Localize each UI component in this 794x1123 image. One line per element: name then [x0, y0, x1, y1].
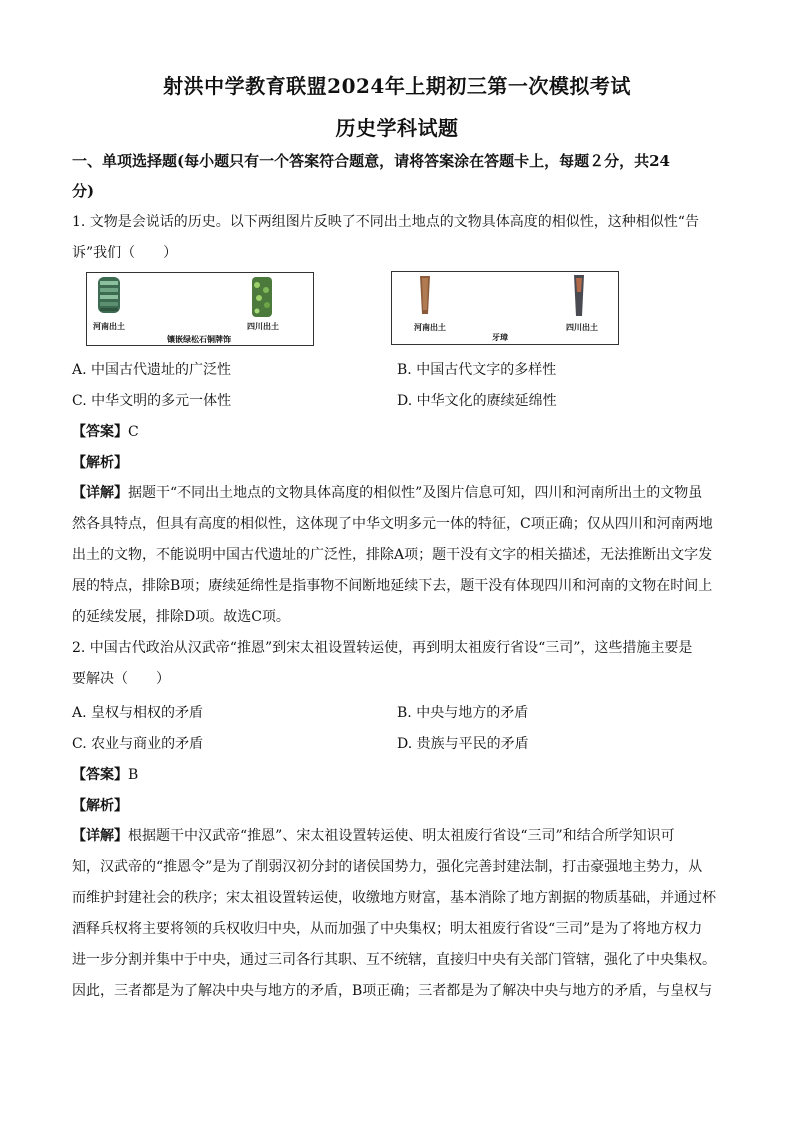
q1-detail-text1: 据题干“不同出土地点的文物具体高度的相似性”及图片信息可知，四川和河南所出土的文物虽 — [128, 485, 703, 501]
q2-detail-line2: 知，汉武帝的“推恩令”是为了削弱汉初分封的诸侯国势力，强化完善封建法制，打击豪强地主势力，从 — [72, 859, 703, 875]
section-heading-line2: 分) — [72, 182, 95, 200]
q2-detail-line3: 而维护封建社会的秩序；宋太祖设置转运使，收缴地方财富，基本消除了地方割据的物质基础，并通过杯 — [72, 890, 716, 906]
q1-detail-line4: 展的特点，排除B项；赓续延绵性是指事物不间断地延续下去，题干没有体现四川和河南的文物在时间上 — [72, 578, 713, 594]
q1-answer-tag: 【答案】 — [72, 424, 128, 440]
q1-stem-line2: 诉”我们（ ） — [72, 245, 178, 261]
q2-detail-line5: 进一步分割并集中于中央，通过三司各行其职、互不统辖，直接归中央有关部门管辖，强化了中央集权。 — [72, 952, 716, 968]
q1-option-a: A. 中国古代遗址的广泛性 — [72, 362, 232, 378]
q2-analysis-tag: 【解析】 — [72, 798, 128, 814]
q2-answer — [72, 764, 138, 784]
q2-detail-line1 — [72, 826, 722, 846]
exam-title: 射洪中学教育联盟2024年上期初三第一次模拟考试 — [163, 74, 631, 98]
q1-stem-line1: 1. 文物是会说话的历史。以下两组图片反映了不同出土地点的文物具体高度的相似性，这种相似性“告 — [72, 214, 699, 230]
q1-right-label-sichuan: 四川出土 — [566, 322, 598, 332]
q2-option-c: C. 农业与商业的矛盾 — [72, 736, 204, 752]
q1-figure-yazhang — [391, 271, 619, 345]
q2-detail-line6: 因此，三者都是为了解决中央与地方的矛盾，B项正确；三者都是为了解决中央与地方的矛盾，与皇权与 — [72, 983, 713, 999]
q1-answer — [72, 421, 139, 441]
q2-answer-value: B — [128, 767, 139, 783]
q1-analysis — [72, 452, 128, 472]
q1-detail-tag: 【详解】 — [72, 485, 128, 501]
henan-yazhang-image — [420, 276, 430, 314]
q1-right-label-henan: 河南出土 — [414, 322, 446, 332]
q1-option-b: B. 中国古代文字的多样性 — [397, 362, 557, 378]
sichuan-plaque-image — [252, 277, 272, 317]
q1-detail-line5: 的延续发展，排除D项。故选C项。 — [72, 609, 290, 625]
q2-option-b: B. 中央与地方的矛盾 — [397, 705, 529, 721]
q2-detail-text1: 根据题干中汉武帝“推恩”、宋太祖设置转运使、明太祖废行省设“三司”和结合所学知识可 — [128, 828, 675, 844]
q1-right-caption: 牙璋 — [492, 332, 508, 342]
q1-option-d: D. 中华文化的赓续延绵性 — [397, 393, 557, 409]
q1-answer-value: C — [128, 424, 139, 440]
q1-option-c: C. 中华文明的多元一体性 — [72, 393, 232, 409]
sichuan-yazhang-image — [574, 275, 584, 316]
q2-stem-line1: 2. 中国古代政治从汉武帝“推恩”到宋太祖设置转运使，再到明太祖废行省设“三司”，这些措施主要是 — [72, 640, 693, 656]
q1-detail-line2: 然各具特点，但具有高度的相似性，这体现了中华文明多元一体的特征，C项正确；仅从四川和河南两地 — [72, 516, 713, 532]
section-heading-line1: 一、单项选择题(每小题只有一个答案符合题意，请将答案涂在答题卡上，每题２分，共24 — [72, 152, 670, 170]
q1-detail-line3: 出土的文物，不能说明中国古代遗址的广泛性，排除A项；题干没有文字的相关描述，无法推断出文字发 — [72, 547, 713, 563]
q2-answer-tag: 【答案】 — [72, 767, 128, 783]
q1-detail-line1 — [72, 483, 722, 503]
q2-option-d: D. 贵族与平民的矛盾 — [397, 736, 529, 752]
q1-left-label-sichuan: 四川出土 — [247, 321, 279, 331]
q2-stem-line2: 要解决（ ） — [72, 671, 170, 687]
q2-detail-tag: 【详解】 — [72, 828, 128, 844]
q2-analysis — [72, 795, 128, 815]
henan-plaque-image — [98, 277, 120, 313]
exam-subtitle: 历史学科试题 — [335, 116, 459, 140]
q1-left-label-henan: 河南出土 — [93, 321, 125, 331]
q2-option-a: A. 皇权与相权的矛盾 — [72, 705, 204, 721]
q1-figure-bronze-plaques — [86, 272, 314, 346]
q2-detail-line4: 酒释兵权将主要将领的兵权收归中央，从而加强了中央集权；明太祖废行省设“三司”是为了将地方权力 — [72, 921, 703, 937]
q1-analysis-tag: 【解析】 — [72, 455, 128, 471]
q1-left-caption: 镶嵌绿松石铜牌饰 — [167, 334, 231, 344]
